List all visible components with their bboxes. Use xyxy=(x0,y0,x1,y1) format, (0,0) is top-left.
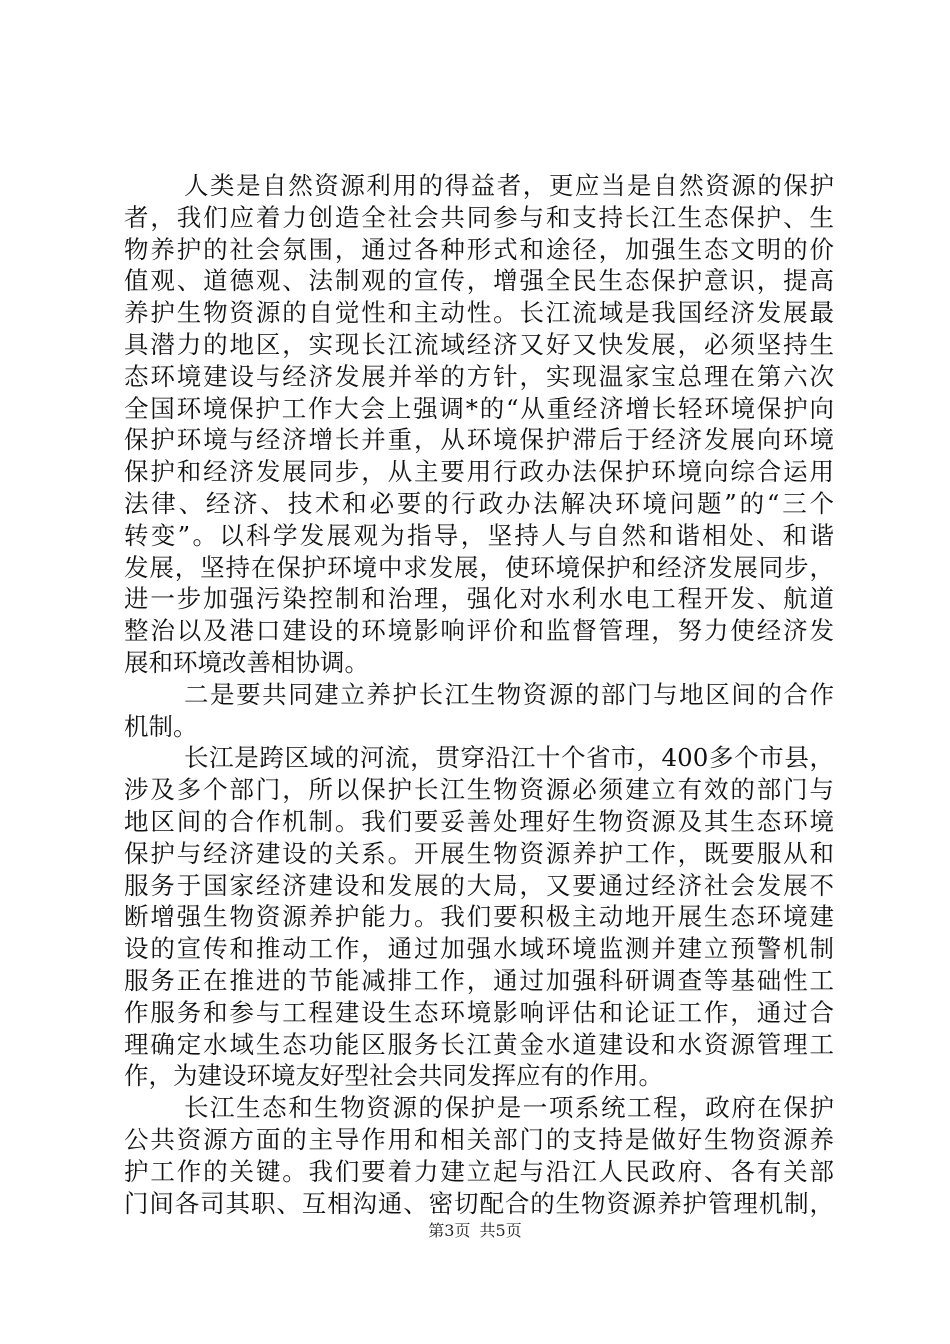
text-line: 长江是跨区域的河流，贯穿沿江十个省市，400多个市县， xyxy=(184,743,834,773)
text-line: 全国环境保护工作大会上强调*的“从重经济增长轻环境保护向 xyxy=(124,393,834,423)
text-line: 法律、经济、技术和必要的行政办法解决环境问题”的“三个 xyxy=(124,488,834,518)
total-pages: 共5页 xyxy=(479,1221,522,1240)
text-line: 护工作的关键。我们要着力建立起与沿江人民政府、各有关部 xyxy=(124,1156,834,1186)
text-line: 设的宣传和推动工作，通过加强水域环境监测并建立预警机制 xyxy=(124,934,834,964)
text-line: 养护生物资源的自觉性和主动性。长江流域是我国经济发展最 xyxy=(124,298,834,328)
text-line: 二是要共同建立养护长江生物资源的部门与地区间的合作 xyxy=(184,679,834,709)
text-line: 地区间的合作机制。我们要妥善处理好生物资源及其生态环境 xyxy=(124,806,834,836)
document-body xyxy=(124,170,834,1219)
text-line: 物养护的社会氛围，通过各种形式和途径，加强生态文明的价 xyxy=(124,234,834,264)
text-line: 具潜力的地区，实现长江流域经济又好又快发展，必须坚持生 xyxy=(124,329,834,359)
page-number: 第3页 xyxy=(428,1221,471,1240)
text-line: 机制。 xyxy=(124,711,198,741)
text-line: 涉及多个部门，所以保护长江生物资源必须建立有效的部门与 xyxy=(124,775,834,805)
text-line: 长江生态和生物资源的保护是一项系统工程，政府在保护 xyxy=(184,1093,834,1123)
paragraph-1 xyxy=(124,170,834,679)
text-line: 值观、道德观、法制观的宣传，增强全民生态保护意识，提高 xyxy=(124,266,834,296)
text-line: 服务于国家经济建设和发展的大局，又要通过经济社会发展不 xyxy=(124,870,834,900)
text-line: 转变”。以科学发展观为指导，坚持人与自然和谐相处、和谐 xyxy=(124,520,834,550)
paragraph-4 xyxy=(124,1092,834,1219)
text-line: 整治以及港口建设的环境影响评价和监督管理，努力使经济发 xyxy=(124,616,834,646)
text-line: 断增强生物资源养护能力。我们要积极主动地开展生态环境建 xyxy=(124,902,834,932)
page-footer xyxy=(0,1218,950,1241)
paragraph-3 xyxy=(124,742,834,1092)
text-line: 公共资源方面的主导作用和相关部门的支持是做好生物资源养 xyxy=(124,1124,834,1154)
text-line: 保护和经济发展同步，从主要用行政办法保护环境向综合运用 xyxy=(124,457,834,487)
text-line: 服务正在推进的节能减排工作，通过加强科研调查等基础性工 xyxy=(124,965,834,995)
text-line: 作，为建设环境友好型社会共同发挥应有的作用。 xyxy=(124,1061,663,1091)
text-line: 作服务和参与工程建设生态环境影响评估和论证工作，通过合 xyxy=(124,997,834,1027)
text-line: 展和环境改善相协调。 xyxy=(124,647,369,677)
paragraph-2 xyxy=(124,679,834,743)
text-line: 门间各司其职、互相沟通、密切配合的生物资源养护管理机制， xyxy=(124,1188,834,1218)
text-line: 保护环境与经济增长并重，从环境保护滞后于经济发展向环境 xyxy=(124,425,834,455)
text-line: 进一步加强污染控制和治理，强化对水利水电工程开发、航道 xyxy=(124,584,834,614)
text-line: 人类是自然资源利用的得益者，更应当是自然资源的保护 xyxy=(184,171,834,200)
text-line: 理确定水域生态功能区服务长江黄金水道建设和水资源管理工 xyxy=(124,1029,834,1059)
text-line: 发展，坚持在保护环境中求发展，使环境保护和经济发展同步， xyxy=(124,552,834,582)
text-line: 保护与经济建设的关系。开展生物资源养护工作，既要服从和 xyxy=(124,838,834,868)
text-line: 者，我们应着力创造全社会共同参与和支持长江生态保护、生 xyxy=(124,202,834,232)
text-line: 态环境建设与经济发展并举的方针，实现温家宝总理在第六次 xyxy=(124,361,834,391)
